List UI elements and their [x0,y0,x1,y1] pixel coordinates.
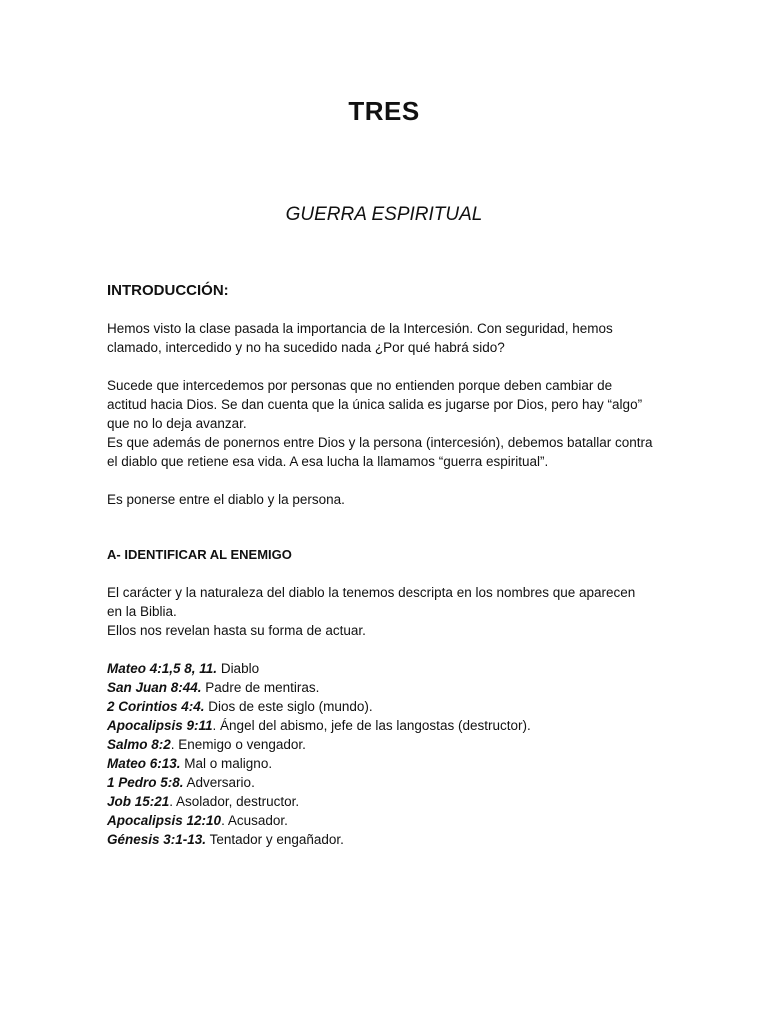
list-item [107,735,677,754]
text-line: en la Biblia. [107,604,177,619]
section-a-paragraph [107,583,677,640]
text-line: que no lo deja avanzar. [107,416,247,431]
intro-paragraph-2 [107,376,677,471]
text-line: Es que además de ponernos entre Dios y la persona (intercesión), debemos batallar contra [107,435,653,450]
text-line: Hemos visto la clase pasada la importancia de la Intercesión. Con seguridad, hemos [107,321,613,336]
reference-description: Mal o maligno. [180,756,273,771]
list-item [107,830,677,849]
list-item [107,678,677,697]
reference-description: Adversario. [183,775,255,790]
reference-description: . Ángel del abismo, jefe de las langostas (destructor). [212,718,531,733]
bible-reference: Apocalipsis 12:10 [107,813,222,828]
document-body [107,281,677,849]
list-item [107,754,677,773]
bible-reference-list [107,659,677,849]
document-title: TRES [348,96,420,126]
text-line: Ellos nos revelan hasta su forma de actuar. [107,623,366,638]
text-line: Es ponerse entre el diablo y la persona. [107,492,345,507]
list-item [107,773,677,792]
intro-paragraph-3 [107,490,677,509]
bible-reference: Mateo 4:1,5 8, 11. [107,661,218,676]
reference-description: Padre de mentiras. [201,680,320,695]
bible-reference: San Juan 8:44. [107,680,202,695]
text-line: Sucede que intercedemos por personas que no entienden porque deben cambiar de [107,378,613,393]
intro-heading: INTRODUCCIÓN: [107,282,229,299]
reference-description: . Acusador. [221,813,288,828]
text-line: El carácter y la naturaleza del diablo la tenemos descripta en los nombres que aparecen [107,585,636,600]
list-item [107,716,677,735]
reference-description: . Enemigo o vengador. [170,737,306,752]
document-subtitle: GUERRA ESPIRITUAL [285,204,483,225]
reference-description: Tentador y engañador. [206,832,344,847]
list-item [107,811,677,830]
list-item [107,697,677,716]
section-a-heading: A- IDENTIFICAR AL ENEMIGO [107,547,292,562]
bible-reference: Salmo 8:2 [107,737,171,752]
bible-reference: 1 Pedro 5:8. [107,775,184,790]
intro-paragraph-1 [107,319,677,357]
bible-reference: Job 15:21 [107,794,170,809]
text-line: clamado, intercedido y no ha sucedido nada ¿Por qué habrá sido? [107,340,505,355]
reference-description: . Asolador, destructor. [169,794,300,809]
bible-reference: Mateo 6:13. [107,756,181,771]
bible-reference: Génesis 3:1-13. [107,832,207,847]
text-line: el diablo que retiene esa vida. A esa lucha la llamamos “guerra espiritual”. [107,454,549,469]
list-item [107,659,677,678]
reference-description: Diablo [217,661,260,676]
reference-description: Dios de este siglo (mundo). [204,699,373,714]
text-line: actitud hacia Dios. Se dan cuenta que la única salida es jugarse por Dios, pero hay “algo” [107,397,643,412]
bible-reference: 2 Corintios 4:4. [107,699,205,714]
list-item [107,792,677,811]
bible-reference: Apocalipsis 9:11 [107,718,213,733]
